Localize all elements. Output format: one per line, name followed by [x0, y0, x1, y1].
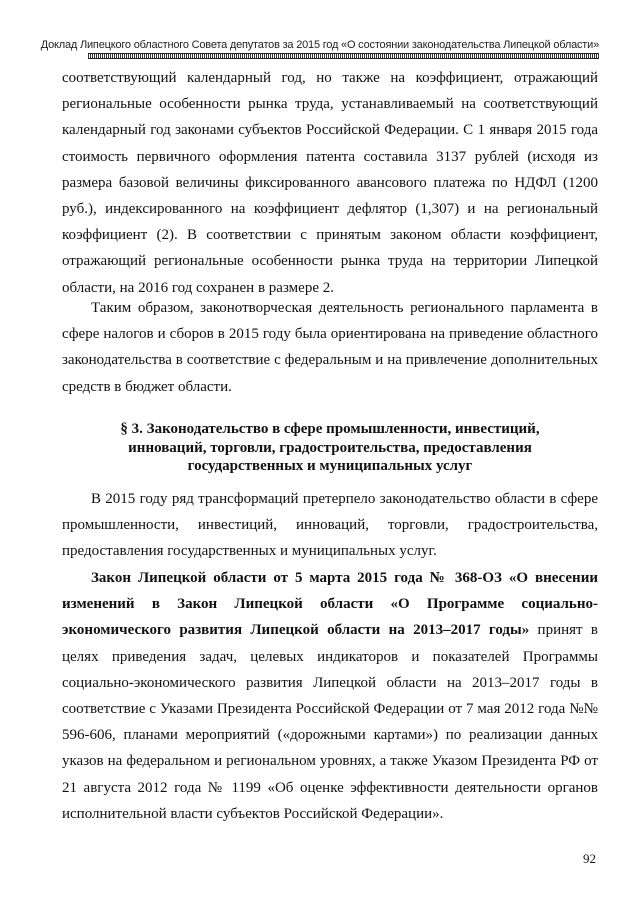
running-header: Доклад Липецкого областного Совета депутатов за 2015 год «О состоянии законодательства Липецкой области» — [40, 39, 599, 51]
paragraph-3: В 2015 году ряд трансформаций претерпело законодательство области в сфере промышленности, инвестиций, инноваций, торговли, градостроительства, предоставления государственных и муниципальных услуг. — [62, 491, 598, 560]
page-number: 92 — [583, 851, 596, 866]
paragraph-4-text: принят в целях приведения задач, целевых индикаторов и показателей Программы социально-экономического развития Липецкой области на 2013–2017 годы в соответствие с Указами Президента Российской Федерации от 7 мая 2012 года №№ 596-606, планами мероприятий («дорожными картами») по реализации данных указов на федеральном и региональном уровнях, а также Указом Президента РФ от 21 августа 2012 года № 1199 «Об оценке эффективности деятельности органов исполнительной власти субъектов Российской Федерации». — [62, 622, 598, 822]
paragraph-4 — [62, 565, 598, 827]
paragraph-2: Таким образом, законотворческая деятельность регионального парламента в сфере налогов и сборов в 2015 году была ориентирована на приведение областного законодательства в соответствие с федеральным и на привлечение дополнительных средств в бюджет области. — [62, 300, 598, 395]
paragraph-1: соответствующий календарный год, но также на коэффициент, отражающий региональные особенности рынка труда, устанавливаемый на соответствующий календарный год законами субъектов Российской Федерации. С 1 января 2015 года стоимость первичного оформления патента составила 3137 рублей (исходя из размера базовой величины фиксированного авансового платежа по НДФЛ (1200 руб.), индексированного на коэффициент дефлятор (1,307) и на региональный коэффициент (2). В соответствии с принятым законом области коэффициент, отражающий региональные особенности рынка труда на территории Липецкой области, на 2016 год сохранен в размере 2. — [62, 70, 598, 296]
section-heading: § 3. Законодательство в сфере промышленности, инвестиций, инноваций, торговли, градостроительства, предоставления государственных и муниципальных услуг — [120, 421, 540, 474]
header-rule — [88, 53, 599, 59]
law-title: Закон Липецкой области от 5 марта 2015 года № 368-ОЗ «О внесении изменений в Закон Липецкой области «О Программе социально-экономического развития Липецкой области на 2013–2017 годы» — [62, 570, 598, 639]
